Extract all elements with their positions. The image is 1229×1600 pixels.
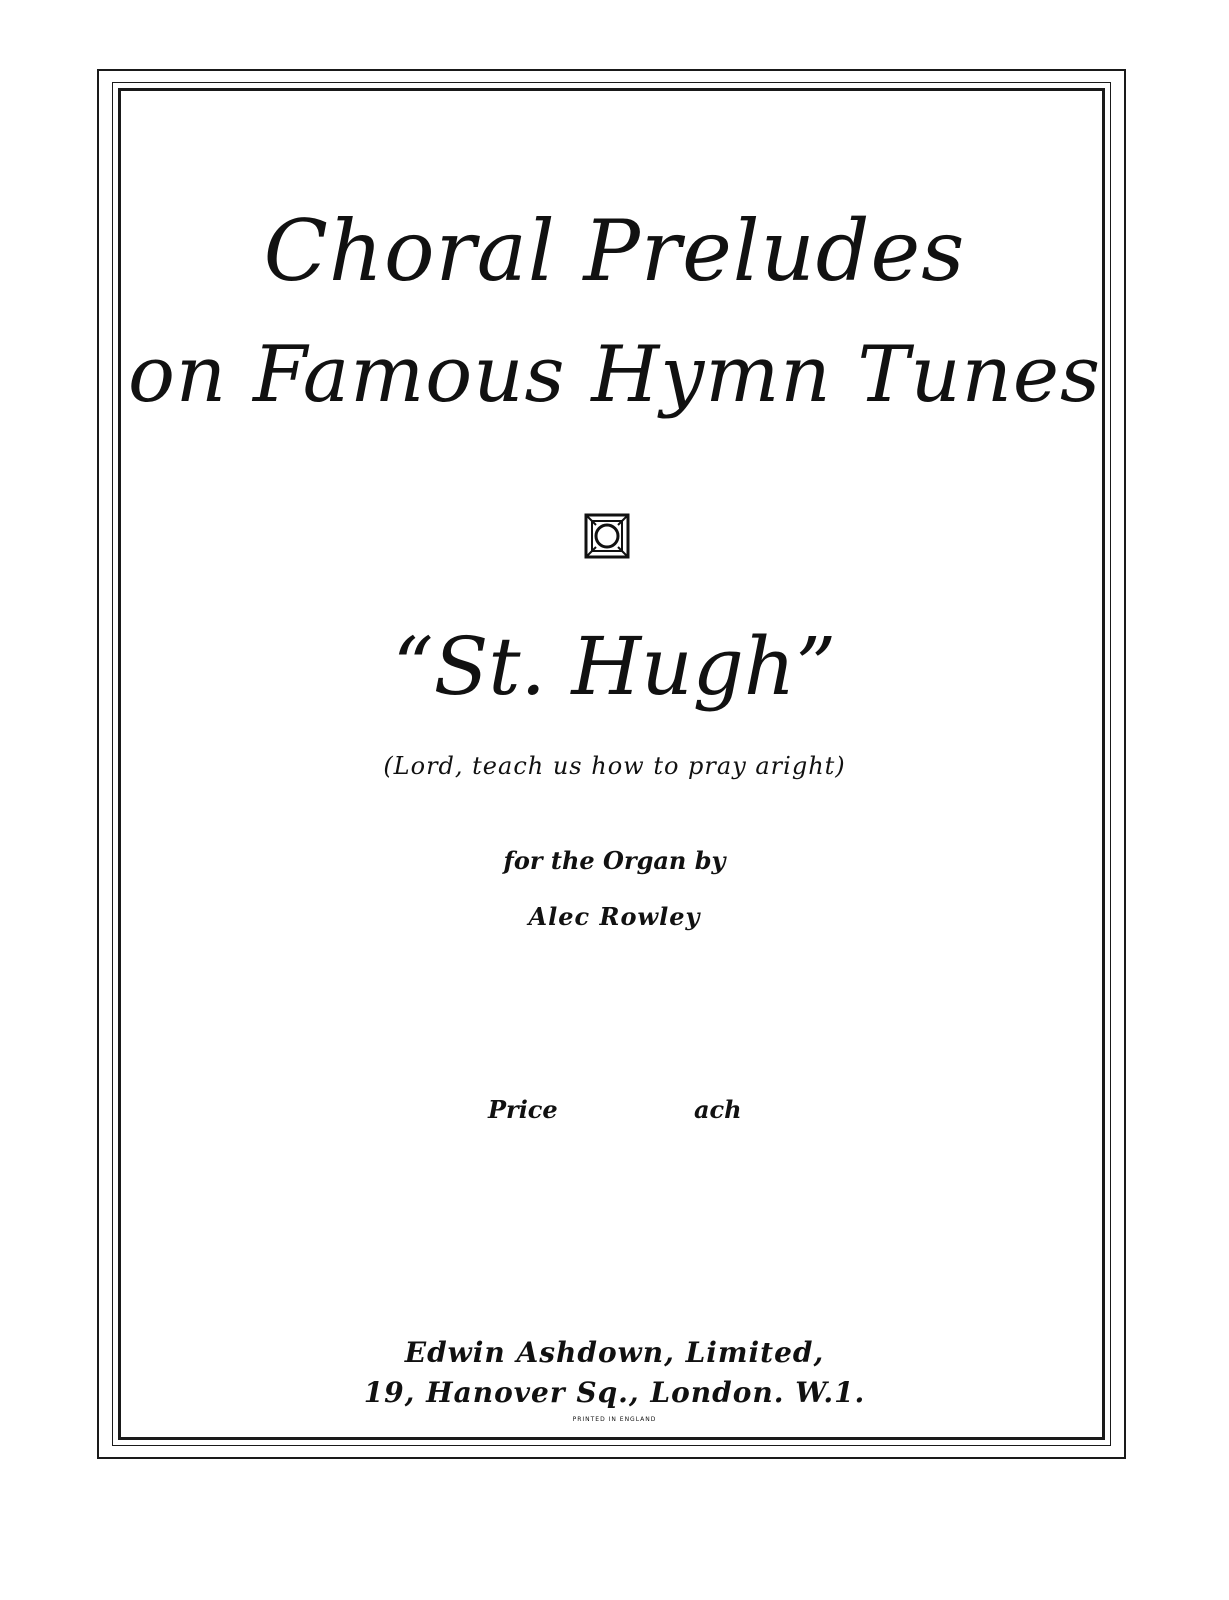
price-suffix: ach	[694, 1095, 742, 1124]
publisher-name: Edwin Ashdown, Limited,	[404, 1336, 825, 1369]
tune-name: “St. Hugh”	[392, 620, 837, 713]
title-line-2: on Famous Hymn Tunes	[127, 330, 1102, 420]
tune-subtitle: (Lord, teach us how to pray aright)	[383, 752, 846, 780]
price-label: Price	[488, 1095, 558, 1124]
instrument-line: for the Organ by	[503, 846, 726, 875]
title-line-1: Choral Preludes	[263, 202, 966, 300]
printed-note: PRINTED IN ENGLAND	[572, 1416, 657, 1423]
square-ornament-icon	[584, 513, 630, 559]
publisher-address: 19, Hanover Sq., London. W.1.	[363, 1376, 866, 1409]
composer-name: Alec Rowley	[528, 902, 701, 931]
